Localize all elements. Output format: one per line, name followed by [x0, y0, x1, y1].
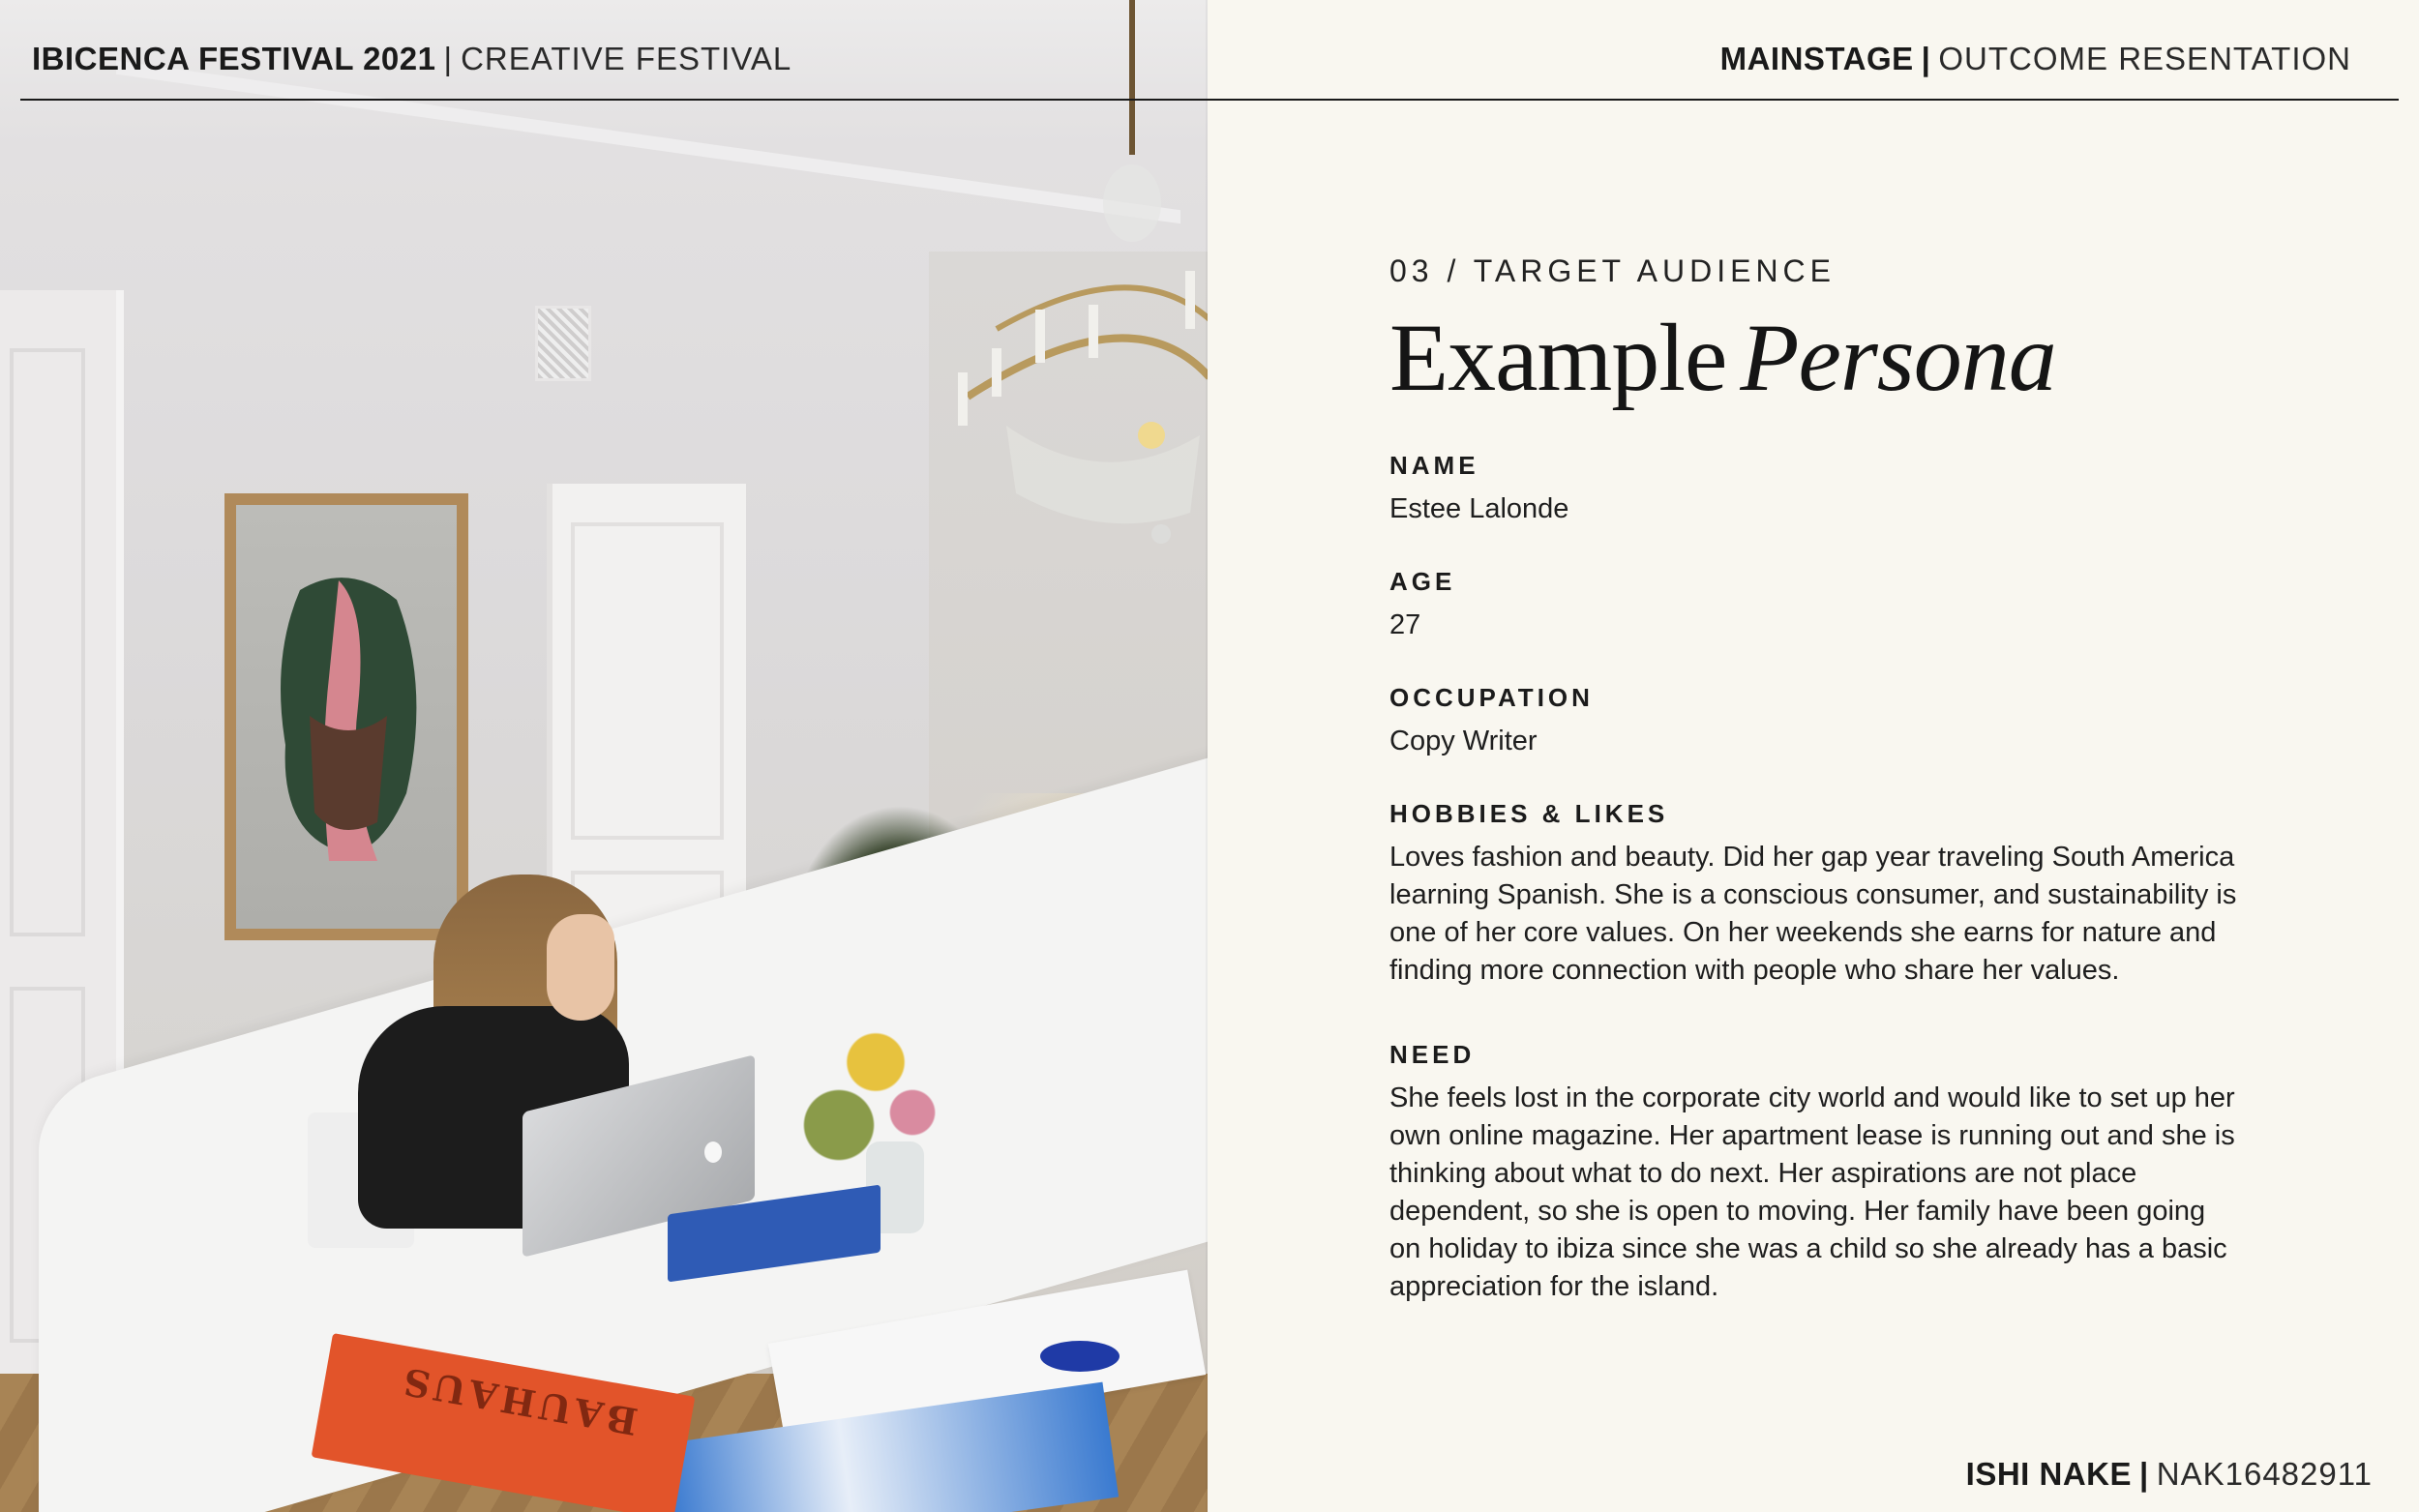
- photo-edge: [1206, 0, 1208, 1512]
- photo-left-door-panel: [10, 348, 85, 936]
- persona-occupation-field: [1389, 683, 2241, 760]
- stage-name: MAINSTAGE: [1719, 41, 1914, 76]
- persona-age-field: [1389, 567, 2241, 644]
- occupation-label: OCCUPATION: [1389, 683, 1594, 712]
- hero-photo: [0, 0, 1208, 1512]
- photo-chandelier: [939, 145, 1208, 551]
- photo-chandelier-chain: [1129, 0, 1135, 155]
- persona-hobbies-field: [1389, 799, 2241, 990]
- persona-name-field: [1389, 451, 2241, 528]
- age-value: 27: [1389, 609, 1421, 640]
- footer-separator: |: [2139, 1456, 2149, 1492]
- photo-wall-vent: [535, 306, 591, 381]
- author-name: ISHI NAKE: [1965, 1456, 2133, 1492]
- festival-name: IBICENCA FESTIVAL 2021: [32, 41, 436, 76]
- photo-open-door-panel: [571, 522, 724, 840]
- section-kicker: 03 / TARGET AUDIENCE: [1389, 253, 1836, 288]
- hobbies-value: Loves fashion and beauty. Did her gap year traveling South America learning Spanish. She is a conscious consumer, and sustainability is one of her core values. On her weekends she earns for nature and finding more connection with people who share her values.: [1389, 842, 2237, 986]
- persona-panel: [1389, 253, 2241, 1306]
- hobbies-label: HOBBIES & LIKES: [1389, 799, 1669, 828]
- page-title: [1389, 304, 2241, 411]
- header-divider: [20, 99, 2399, 101]
- header-festival-title: [32, 41, 791, 77]
- header-stage-title: [1720, 41, 2351, 77]
- festival-subtitle: CREATIVE FESTIVAL: [461, 41, 792, 76]
- photo-blue-dot: [1040, 1341, 1120, 1372]
- header-separator: |: [1921, 41, 1931, 76]
- occupation-value: Copy Writer: [1389, 726, 1538, 756]
- need-value: She feels lost in the corporate city world and would like to set up her own online magazine. Her apartment lease is running out and she is thinking about what to do next. Her aspirations are not place dependent, so she is open to moving. Her family have been going on holiday to ibiza since she was a child so she already has a basic appreciation for the island.: [1389, 1082, 2235, 1302]
- photo-laptop-logo: [704, 1141, 722, 1163]
- photo-person-face: [547, 914, 614, 1021]
- header-separator: |: [443, 41, 454, 76]
- age-label: AGE: [1389, 567, 1456, 596]
- name-value: Estee Lalonde: [1389, 493, 1569, 524]
- title-italic: Persona: [1740, 304, 2056, 411]
- persona-need-field: [1389, 1040, 2241, 1306]
- photo-orange-book-title: BAUHAUS: [396, 1358, 642, 1444]
- footer-author: [1966, 1456, 2373, 1493]
- photo-artwork-figure: [261, 571, 435, 890]
- name-label: NAME: [1389, 451, 1479, 480]
- need-label: NEED: [1389, 1040, 1476, 1069]
- title-plain: Example: [1389, 304, 1727, 411]
- author-id: NAK16482911: [2156, 1456, 2373, 1492]
- presentation-subtitle: OUTCOME RESENTATION: [1938, 41, 2351, 76]
